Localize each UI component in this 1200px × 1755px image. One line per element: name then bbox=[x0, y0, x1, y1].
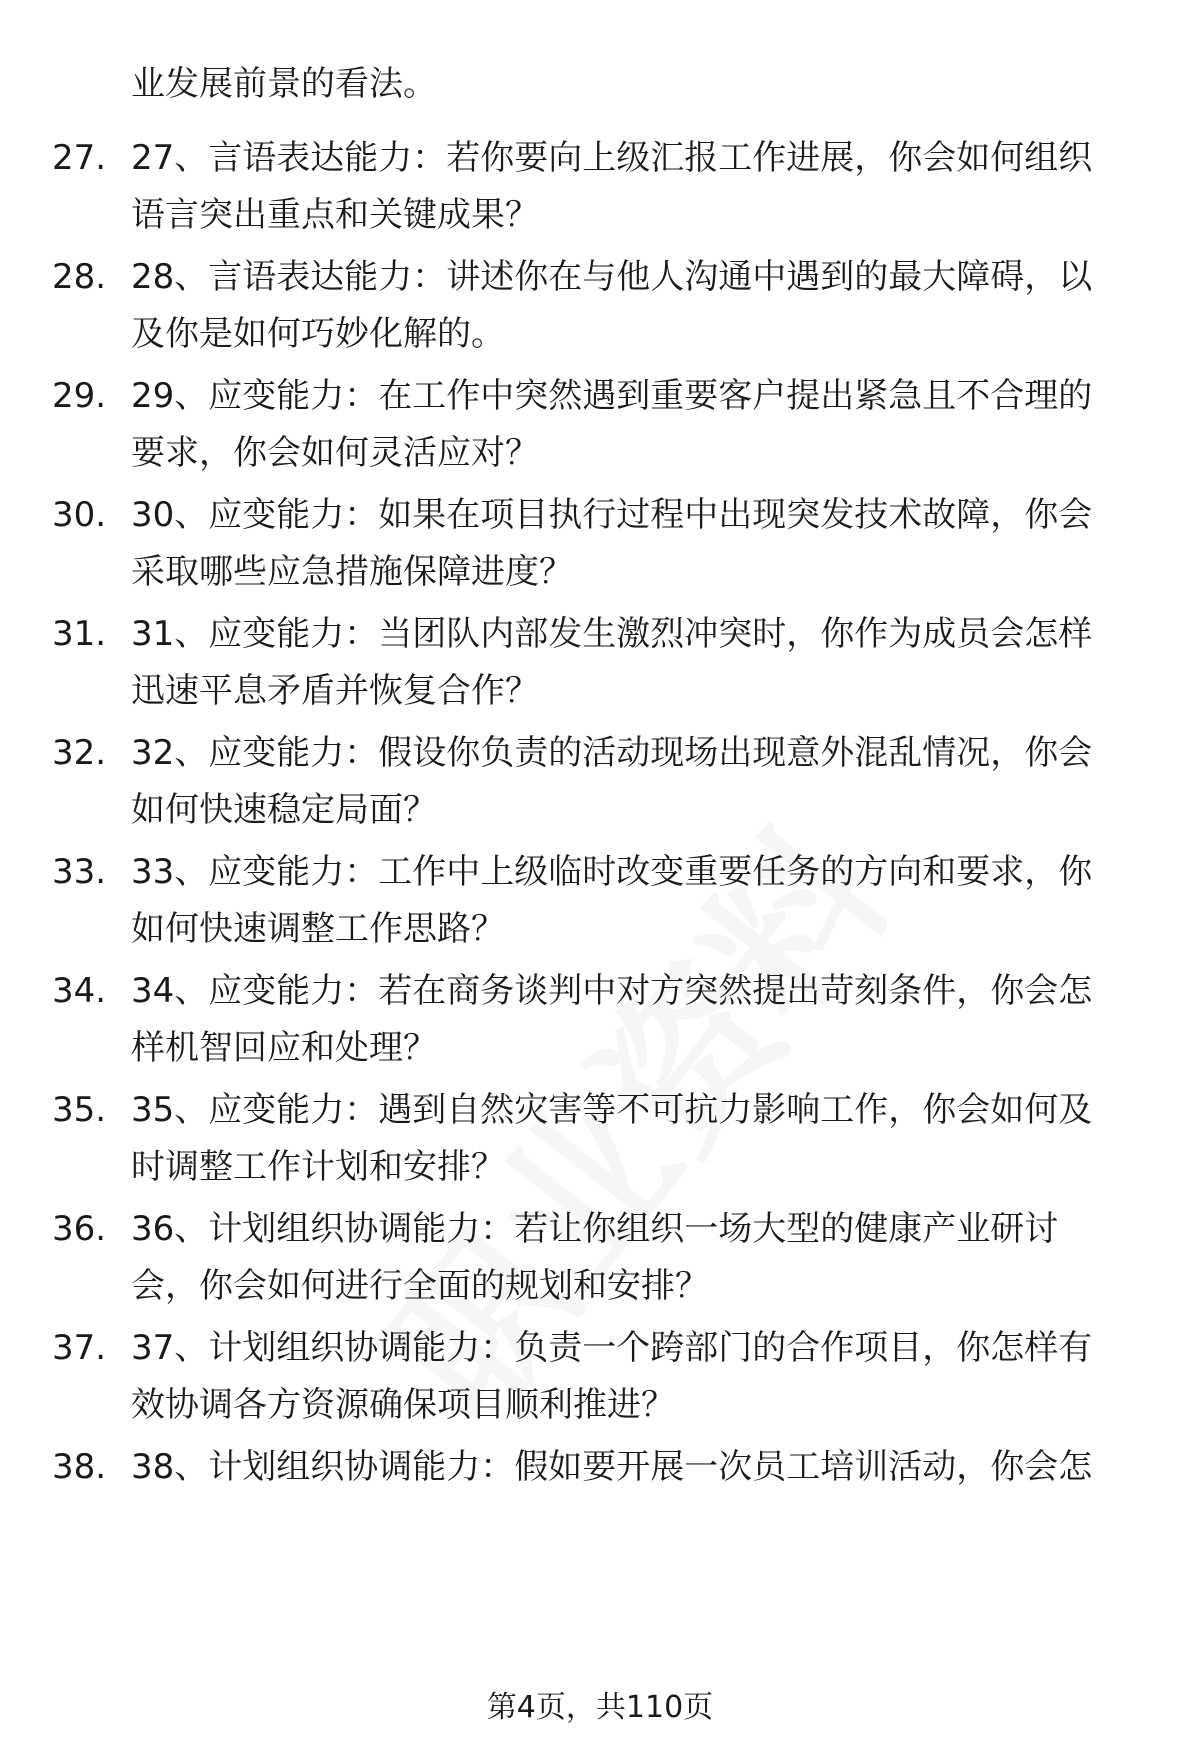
item-text bbox=[131, 725, 1151, 839]
item-number: 34. bbox=[52, 971, 107, 1011]
item-text bbox=[131, 130, 1151, 244]
item-text bbox=[131, 963, 1151, 1077]
item-text-line: 29、应变能力：在工作中突然遇到重要客户提出紧急且不合理的 bbox=[131, 376, 1093, 416]
item-text-line: 27、言语表达能力：若你要向上级汇报工作进展，你会如何组织 bbox=[131, 138, 1093, 178]
list-item bbox=[0, 368, 1200, 488]
item-text bbox=[131, 1439, 1151, 1496]
item-text bbox=[131, 1201, 1151, 1315]
item-text-line: 33、应变能力：工作中上级临时改变重要任务的方向和要求，你 bbox=[131, 852, 1093, 892]
item-text-line: 时调整工作计划和安排？ bbox=[131, 1147, 505, 1187]
item-text bbox=[131, 844, 1151, 958]
item-number: 37. bbox=[52, 1328, 107, 1368]
item-text-line: 样机智回应和处理？ bbox=[131, 1028, 437, 1068]
item-text bbox=[131, 487, 1151, 601]
page-footer: 第4页，共110页 bbox=[486, 1690, 714, 1725]
item-text-line: 34、应变能力：若在商务谈判中对方突然提出苛刻条件，你会怎 bbox=[131, 971, 1093, 1011]
item-number: 35. bbox=[52, 1090, 107, 1130]
list-item bbox=[0, 487, 1200, 607]
item-number: 36. bbox=[52, 1209, 107, 1249]
item-number: 27. bbox=[52, 138, 107, 178]
item-text bbox=[131, 1082, 1151, 1196]
item-text-line: 要求，你会如何灵活应对？ bbox=[131, 433, 539, 473]
item-text-line: 语言突出重点和关键成果？ bbox=[131, 195, 539, 235]
item-number: 38. bbox=[52, 1447, 107, 1487]
list-item bbox=[0, 844, 1200, 964]
item-number: 30. bbox=[52, 495, 107, 535]
item-text-line: 36、计划组织协调能力：若让你组织一场大型的健康产业研讨 bbox=[131, 1209, 1059, 1249]
item-text-line: 会，你会如何进行全面的规划和安排？ bbox=[131, 1266, 709, 1306]
item-number: 29. bbox=[52, 376, 107, 416]
list-item bbox=[0, 1201, 1200, 1321]
item-text-line: 采取哪些应急措施保障进度？ bbox=[131, 552, 573, 592]
list-item bbox=[0, 130, 1200, 250]
item-text bbox=[131, 249, 1151, 363]
item-text-line: 37、计划组织协调能力：负责一个跨部门的合作项目，你怎样有 bbox=[131, 1328, 1093, 1368]
item-text-line: 30、应变能力：如果在项目执行过程中出现突发技术故障，你会 bbox=[131, 495, 1093, 535]
list-item bbox=[0, 1320, 1200, 1440]
item-text bbox=[131, 368, 1151, 482]
item-text-line: 如何快速调整工作思路？ bbox=[131, 909, 505, 949]
item-text-line: 35、应变能力：遇到自然灾害等不可抗力影响工作，你会如何及 bbox=[131, 1090, 1093, 1130]
list-item bbox=[0, 1439, 1200, 1559]
list-item bbox=[0, 606, 1200, 726]
item-number: 31. bbox=[52, 614, 107, 654]
list-item bbox=[0, 963, 1200, 1083]
item-text-line: 及你是如何巧妙化解的。 bbox=[131, 314, 505, 354]
continued-text: 业发展前景的看法。 bbox=[131, 64, 437, 104]
item-text-line: 38、计划组织协调能力：假如要开展一次员工培训活动，你会怎 bbox=[131, 1447, 1093, 1487]
item-text-line: 效协调各方资源确保项目顺利推进？ bbox=[131, 1385, 675, 1425]
list-item bbox=[0, 725, 1200, 845]
list-item bbox=[0, 1082, 1200, 1202]
item-text-line: 迅速平息矛盾并恢复合作？ bbox=[131, 671, 539, 711]
item-number: 32. bbox=[52, 733, 107, 773]
list-item bbox=[0, 249, 1200, 369]
item-text bbox=[131, 606, 1151, 720]
item-text-line: 如何快速稳定局面？ bbox=[131, 790, 437, 830]
item-number: 33. bbox=[52, 852, 107, 892]
item-text-line: 32、应变能力：假设你负责的活动现场出现意外混乱情况，你会 bbox=[131, 733, 1093, 773]
item-text-line: 28、言语表达能力：讲述你在与他人沟通中遇到的最大障碍，以 bbox=[131, 257, 1093, 297]
item-text bbox=[131, 1320, 1151, 1434]
item-number: 28. bbox=[52, 257, 107, 297]
item-text-line: 31、应变能力：当团队内部发生激烈冲突时，你作为成员会怎样 bbox=[131, 614, 1093, 654]
